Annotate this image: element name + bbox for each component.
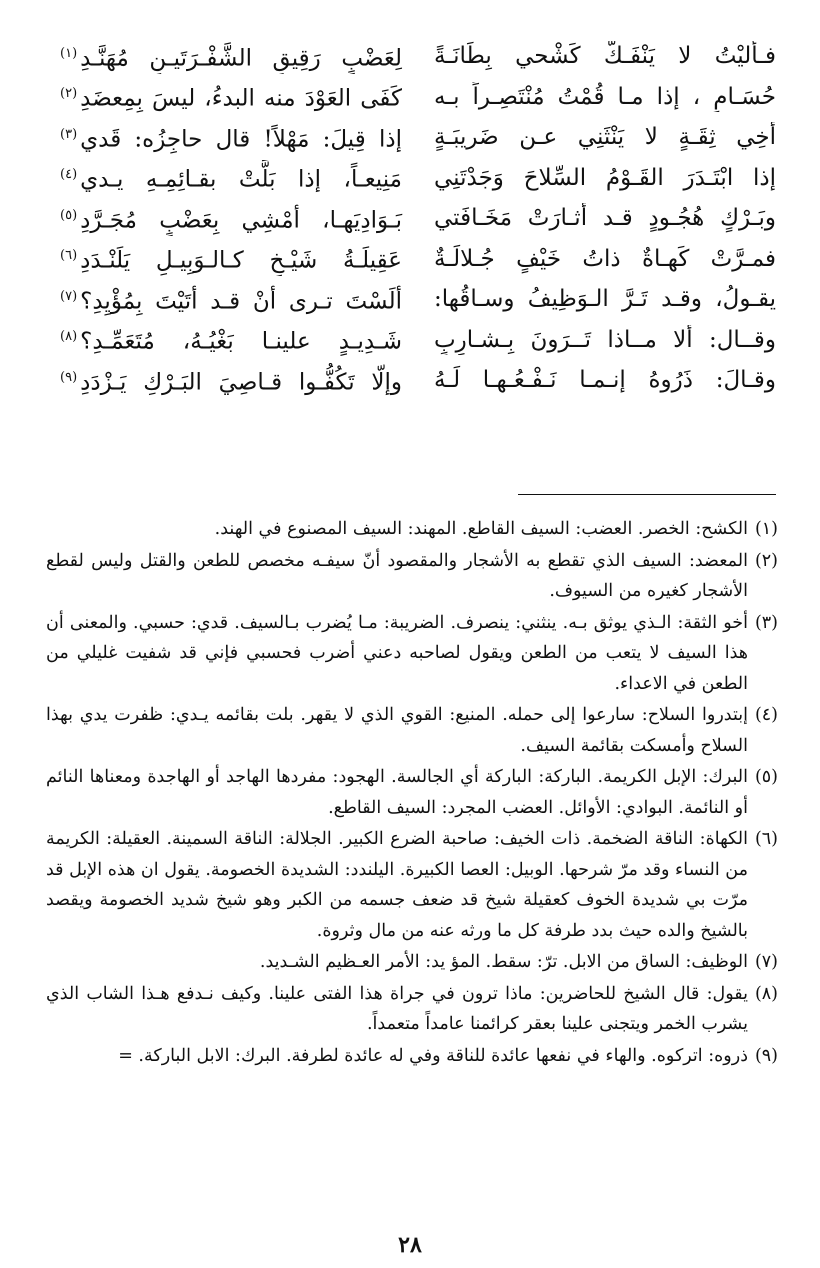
verse-second-text: مَنِيعـاً، إذا بَلَّتْ بقـائِمِـهِ يـدي [80, 167, 402, 194]
footnote-reference: (٩) [60, 369, 78, 385]
verse-second-hemistich [60, 39, 410, 74]
footnote-text: أخو الثقة: الـذي يوثق بـه. ينثني: ينصرف. الضريبة: مـا يُضرب بـالسيف. قدي: حسبي. والمعنى أن هذا السيف لا يتعب من الطعن ويقول لصاحبه دعني أضرب فحسبي فإني قد شفيت غليلي من الطعن في الاعداء. [46, 612, 748, 694]
verse-first-hemistich: وقــال: ألا مــاذا تَــرَونَ بِـشـارِبٍ [434, 326, 776, 353]
footnote [46, 824, 778, 946]
footnote-text: يقول: قال الشيخ للحاضرين: ماذا ترون في جراة هذا الفتى علينا. وكيف نـدفع هـذا الشاب الذي يشرب الخمر ويتجنى علينا بعقر كرائمنا عامداً متعمداً. [46, 983, 748, 1034]
verse-second-text: إذا قِيلَ: مَهْلاً! قال حاجِزُه: قَدي [80, 126, 402, 153]
poem-verse [60, 198, 776, 239]
verse-first-hemistich: إذا ابْتَـدَرَ القَـوْمُ السِّلاحَ وَجَدْتَنِي [434, 164, 776, 191]
verse-second-hemistich [60, 160, 410, 195]
verse-second-hemistich [60, 201, 410, 236]
footnote-label: (٧) [754, 952, 778, 972]
verse-second-hemistich [60, 363, 410, 398]
footnote [46, 700, 778, 761]
footnote-label: (٨) [754, 983, 778, 1004]
footnote-label: (١) [754, 519, 778, 539]
verse-second-hemistich [60, 241, 410, 276]
footnote-label: (٤) [754, 705, 778, 725]
poem-verse [60, 239, 776, 280]
footnote-label: (٥) [754, 767, 778, 787]
footnote-reference: (٧) [60, 288, 78, 304]
footnote-reference: (٨) [60, 329, 78, 345]
footnote-text: ذروه: اتركوه. والهاء في نفعها عائدة للناقة وفي له عائدة لطرفة. البرك: الابل الباركة. = [118, 1045, 748, 1066]
footnote-label: (٢) [754, 550, 778, 571]
poem-verse [60, 158, 776, 199]
footnote [46, 608, 778, 700]
verse-first-hemistich: حُسَـامٍ ، إذا مـا قُمْتُ مُنْتَصِـراً بـه [434, 83, 776, 110]
verse-second-hemistich [60, 322, 410, 357]
footnote-text: إبتدروا السلاح: سارعوا إلى حمله. المنيع: القوي الذي لا يقهر. بلت بقائمه يـدي: ظفرت يدي بهذا السلاح وأمسكت بقائمة السيف. [46, 705, 748, 756]
footnotes-block [46, 514, 778, 1072]
verse-first-hemistich: يقـولُ، وقـد تَـرَّ الـوَظِيفُ وسـاقُها: [434, 286, 776, 313]
verse-second-text: لِعَضْبٍ رَقِيقِ الشَّفْـرَتَيـنِ مُهَنَّـدِ [80, 45, 402, 72]
footnote [46, 1041, 778, 1072]
footnote [46, 762, 778, 823]
footnote-reference: (٦) [60, 248, 78, 264]
footnote-reference: (٥) [60, 207, 78, 223]
poem-block [60, 36, 776, 401]
footnote-text: البرك: الإبل الكريمة. الباركة: الباركة أي الجالسة. الهجود: مفردها الهاجد أو الهاجدة ومعناها النائم أو النائمة. البوادي: الأوائل. العضب المجرد: السيف القاطع. [46, 767, 748, 818]
verse-first-hemistich: وبَـرْكٍ هُجُـودٍ قـد أثـارَتْ مَخَـافَتي [434, 205, 776, 232]
footnote-reference: (١) [60, 45, 78, 61]
poem-verse [60, 117, 776, 158]
poem-verse [60, 320, 776, 361]
verse-second-text: ألَسْتَ تـرى أنْ قـد أتَيْتَ بِمُؤْيِدِ؟ [80, 288, 402, 315]
verse-first-hemistich: فمـرَّتْ كَهـاةٌ ذاتُ خَيْفٍ جُـلالَـةٌ [434, 245, 776, 272]
verse-second-text: وإلّا تَكُفُّـوا قـاصِيَ البَـرْكِ يَـزْدَدِ [80, 369, 402, 396]
verse-first-hemistich: وقـالَ: ذَرُوهُ إنـمـا نَـفْـعُـهـا لَـهُ [434, 367, 776, 394]
footnote-text: الكشح: الخصر. العضب: السيف القاطع. المهند: السيف المصنوع في الهند. [214, 519, 748, 539]
footnote-reference: (٣) [60, 126, 78, 142]
poem-verse [60, 36, 776, 77]
verse-second-hemistich [60, 120, 410, 155]
footnote-label: (٣) [754, 612, 778, 633]
footnote-reference: (٢) [60, 86, 78, 102]
footnote-reference: (٤) [60, 167, 78, 183]
verse-second-text: كَفَى العَوْدَ منه البدءُ، ليسَ بِمِعضَدِ [80, 86, 402, 113]
verse-second-text: شَـدِيـدٍ علينـا بَغْيُـهُ، مُتَعَمِّـدِ؟ [80, 329, 402, 356]
verse-second-text: عَقِيلَـةُ شَيْـخٍ كـالـوَبِيـلِ يَلَنْـدَدِ [80, 248, 402, 275]
verse-second-hemistich [60, 79, 410, 114]
page-number: ٢٨ [398, 1232, 422, 1258]
footnote-label: (٦) [754, 829, 778, 849]
footnote-separator [518, 494, 776, 495]
footnote-text: المعضد: السيف الذي تقطع به الأشجار والمقصود أنّ سيفـه مخصص للطعن والقتل وليس لقطع الأشجار كغيره من السيوف. [46, 550, 748, 601]
footnote-text: الكهاة: الناقة الضخمة. ذات الخيف: صاحبة الضرع الكبير. الجلالة: الناقة السمينة. العقيلة: الكريمة من النساء وقد مرّ شرحها. الوبيل: العصا الكبيرة. اليلندد: الشديدة الخصومة. يقول ان هذه الإبل قد مرّت بي شديدة الخوف كعقيلة شيخ قد ضعف جسمه من الكبر وهو شيخ شديد الخصومة ويقصد بالشيخ والده حيث بدد طرفة كل ما ورثه عنه من مال وثروة. [46, 829, 748, 941]
footnote [46, 947, 778, 978]
footnote-label: (٩) [754, 1045, 778, 1066]
footnote [46, 979, 778, 1040]
poem-verse [60, 279, 776, 320]
footnote [46, 514, 778, 545]
verse-first-hemistich: أخِي ثِقَـةٍ لا يَنْثَنِي عـن ضَريبَـةٍ [434, 124, 776, 151]
footnote [46, 546, 778, 607]
poem-verse [60, 360, 776, 401]
verse-first-hemistich: فـأليْتُ لا يَنْفَـكُّ كَشْحي بِطَانَـةً [434, 43, 776, 70]
verse-second-hemistich [60, 282, 410, 317]
verse-second-text: بَـوَادِيَهـا، أمْشِي بِعَضْبٍ مُجَـرَّدِ [80, 207, 402, 234]
poem-verse [60, 77, 776, 118]
footnote-text: الوظيف: الساق من الابل. ترّ: سقط. المؤ يد: الأمر العـظيم الشـديد. [259, 952, 748, 972]
